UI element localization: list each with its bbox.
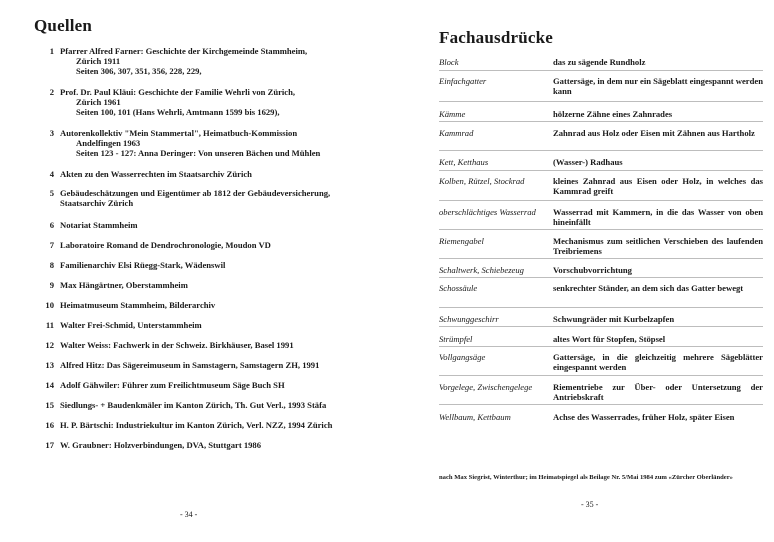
source-number: 17 [45,440,54,450]
source-line: Prof. Dr. Paul Kläui: Geschichte der Familie Wehrli von Zürich, [60,87,296,97]
source-line: Autorenkollektiv "Mein Stammertal", Heimatbuch-Kommission [60,128,298,138]
source-text [60,441,385,451]
source-number: 1 [49,46,54,56]
glossary-definition: Gattersäge, in dem nur ein Sägeblatt eingespannt werden kann [553,76,763,96]
source-line: W. Graubner: Holzverbindungen, DVA, Stuttgart 1986 [60,440,262,450]
glossary-definition: Riementriebe zur Über- oder Untersetzung der Antriebskraft [553,382,763,402]
source-number: 5 [49,188,54,198]
page-number-left: - 34 - [180,510,198,519]
source-text [60,129,385,158]
glossary-definition: senkrechter Ständer, an dem sich das Gatter bewegt [553,283,744,293]
source-line: Walter Frei-Schmid, Unterstammheim [60,320,202,330]
source-text [60,381,385,391]
glossary-term: Riemengabel [439,236,484,246]
glossary-heading: Fachausdrücke [439,28,554,47]
source-text [60,301,385,311]
source-text [60,281,385,291]
glossary-definition: Gattersäge, in die gleichzeitig mehrere Sägeblätter eingespannt werden [553,352,763,372]
glossary-term: oberschlächtiges Wasserrad [439,207,536,217]
sources-heading: Quellen [34,16,93,35]
right-page [387,0,774,542]
row-divider [439,170,763,171]
source-line: Heimatmuseum Stammheim, Bilderarchiv [60,300,216,310]
source-number: 10 [45,300,54,310]
source-text [60,361,385,371]
source-number: 3 [49,128,54,138]
source-number: 16 [45,420,54,430]
source-number: 12 [45,340,54,350]
source-text [60,189,385,209]
source-number: 6 [49,220,54,230]
source-line: Seiten 306, 307, 351, 356, 228, 229, [76,65,202,76]
row-divider [439,375,763,376]
glossary-term: Schossäule [439,283,478,293]
source-text [60,261,385,271]
row-divider [439,150,763,151]
glossary-definition: Achse des Wasserrades, früher Holz, später Eisen [553,412,735,422]
row-divider [439,200,763,201]
glossary-term: Block [439,57,459,67]
source-number: 7 [49,240,54,250]
source-text [60,88,385,117]
source-line: Zürich 1911 [76,55,121,66]
glossary-definition: Wasserrad mit Kammern, in die das Wasser von oben hineinfällt [553,207,763,227]
source-text [60,401,385,411]
source-number: 13 [45,360,54,370]
source-line: Akten zu den Wasserrechten im Staatsarchiv Zürich [60,169,252,179]
source-text [60,241,385,251]
source-line: Notariat Stammheim [60,220,138,230]
glossary-term: Wellbaum, Kettbaum [439,412,511,422]
glossary-definition: altes Wort für Stopfen, Stöpsel [553,334,666,344]
source-number: 8 [49,260,54,270]
glossary-term: Vorgelege, Zwischengelege [439,382,533,392]
source-text [60,321,385,331]
glossary-definition: Zahnrad aus Holz oder Eisen mit Zähnen aus Hartholz [553,128,755,138]
source-line: H. P. Bärtschi: Industriekultur im Kanton Zürich, Verl. NZZ, 1994 Zürich [60,420,333,430]
source-number: 9 [49,280,54,290]
glossary-term: Kett, Ketthaus [439,157,489,167]
source-number: 4 [49,169,54,179]
page-number-right: - 35 - [581,500,599,509]
source-line: Andelfingen 1963 [76,137,141,148]
source-text [60,421,385,431]
glossary-term: Vollgangsäge [439,352,486,362]
source-line: Staatsarchiv Zürich [60,197,134,208]
source-line: Seiten 123 - 127: Anna Deringer: Von unseren Bächen und Mühlen [76,147,321,158]
glossary-term: Einfachgatter [439,76,487,86]
row-divider [439,346,763,347]
glossary-term: Schwunggeschirr [439,314,499,324]
source-line: Seiten 100, 101 (Hans Wehrli, Amtmann 1599 bis 1629), [76,106,280,117]
row-divider [439,277,763,278]
glossary-term: Schaltwerk, Schiebezeug [439,265,524,275]
glossary-definition: kleines Zahnrad aus Eisen oder Holz, in welches das Kammrad greift [553,176,763,196]
source-line: Pfarrer Alfred Farner: Geschichte der Kirchgemeinde Stammheim, [60,46,308,56]
glossary-definition: (Wasser-) Radhaus [553,157,623,167]
source-line: Max Hängärtner, Oberstammheim [60,280,188,290]
source-line: Adolf Gähwiler: Führer zum Freilichtmuseum Säge Buch SH [60,380,285,390]
row-divider [439,101,763,102]
source-text [60,221,385,231]
source-number: 11 [45,320,54,330]
glossary-footnote: nach Max Siegrist, Winterthur; im Heimatspiegel als Beilage Nr. 5/Mai 1984 zum «Zürcher Oberländer» [439,474,733,481]
glossary-term: Kolben, Rützel, Stockrad [439,176,525,186]
source-line: Alfred Hitz: Das Sägereimuseum in Samstagern, Samstagern ZH, 1991 [60,360,320,370]
source-text [60,170,385,180]
row-divider [439,229,763,230]
row-divider [439,70,763,71]
source-number: 15 [45,400,54,410]
glossary-term: Kammrad [439,128,474,138]
row-divider [439,307,763,308]
source-line: Laboratoire Romand de Dendrochronologie, Moudon VD [60,240,271,250]
source-text [60,47,385,76]
glossary-definition: hölzerne Zähne eines Zahnrades [553,109,673,119]
glossary-definition: das zu sägende Rundholz [553,57,646,67]
source-line: Familienarchiv Elsi Rüegg-Stark, Wädenswil [60,260,226,270]
source-line: Siedlungs- + Baudenkmäler im Kanton Zürich, Th. Gut Verl., 1993 Stäfa [60,400,327,410]
glossary-term: Strümpfel [439,334,473,344]
source-line: Walter Weiss: Fachwerk in der Schweiz. Birkhäuser, Basel 1991 [60,340,294,350]
source-number: 14 [45,380,54,390]
glossary-term: Kämme [439,109,466,119]
row-divider [439,258,763,259]
source-line: Zürich 1961 [76,96,121,107]
glossary-definition: Schwungräder mit Kurbelzapfen [553,314,675,324]
row-divider [439,121,763,122]
row-divider [439,326,763,327]
source-text [60,341,385,351]
source-line: Gebäudeschätzungen und Eigentümer ab 1812 der Gebäudeversicherung, [60,188,331,198]
source-number: 2 [49,87,54,97]
row-divider [439,404,763,405]
glossary-definition: Vorschubvorrichtung [553,265,632,275]
glossary-definition: Mechanismus zum seitlichen Verschieben des laufenden Treibriemens [553,236,763,256]
